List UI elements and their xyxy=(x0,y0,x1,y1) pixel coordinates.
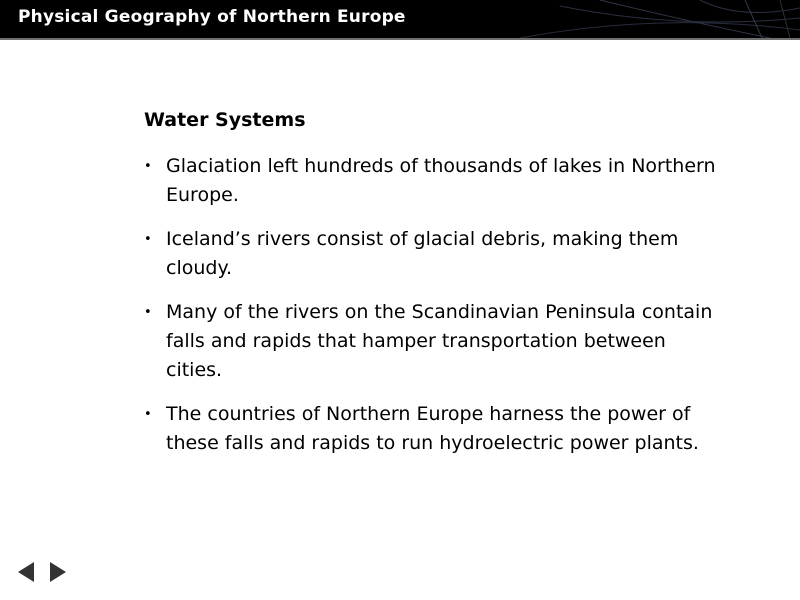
bullet-item xyxy=(144,400,724,458)
bullet-text: The countries of Northern Europe harness the power of these falls and rapids to run hydroelectric power plants. xyxy=(166,403,699,454)
bullet-marker: • xyxy=(144,232,152,247)
title-divider xyxy=(0,38,800,40)
next-slide-button[interactable] xyxy=(48,560,68,584)
previous-slide-button[interactable] xyxy=(16,560,36,584)
triangle-right-icon xyxy=(48,560,68,584)
bullet-item xyxy=(144,225,724,283)
bullet-marker: • xyxy=(144,305,152,320)
bullet-text: Many of the rivers on the Scandinavian Peninsula contain falls and rapids that hamper transportation between cities. xyxy=(166,301,713,381)
slide-title: Physical Geography of Northern Europe xyxy=(18,7,406,27)
bullet-item xyxy=(144,152,724,210)
bullet-list xyxy=(144,152,724,458)
section-heading: Water Systems xyxy=(144,109,306,131)
bullet-marker: • xyxy=(144,407,152,422)
bullet-marker: • xyxy=(144,159,152,174)
triangle-left-icon xyxy=(16,560,36,584)
title-bar xyxy=(0,0,800,38)
slide-content xyxy=(144,108,724,473)
slide-navigation xyxy=(16,560,72,584)
bullet-item xyxy=(144,298,724,385)
bullet-text: Iceland’s rivers consist of glacial debris, making them cloudy. xyxy=(166,228,679,279)
bullet-text: Glaciation left hundreds of thousands of lakes in Northern Europe. xyxy=(166,155,716,206)
